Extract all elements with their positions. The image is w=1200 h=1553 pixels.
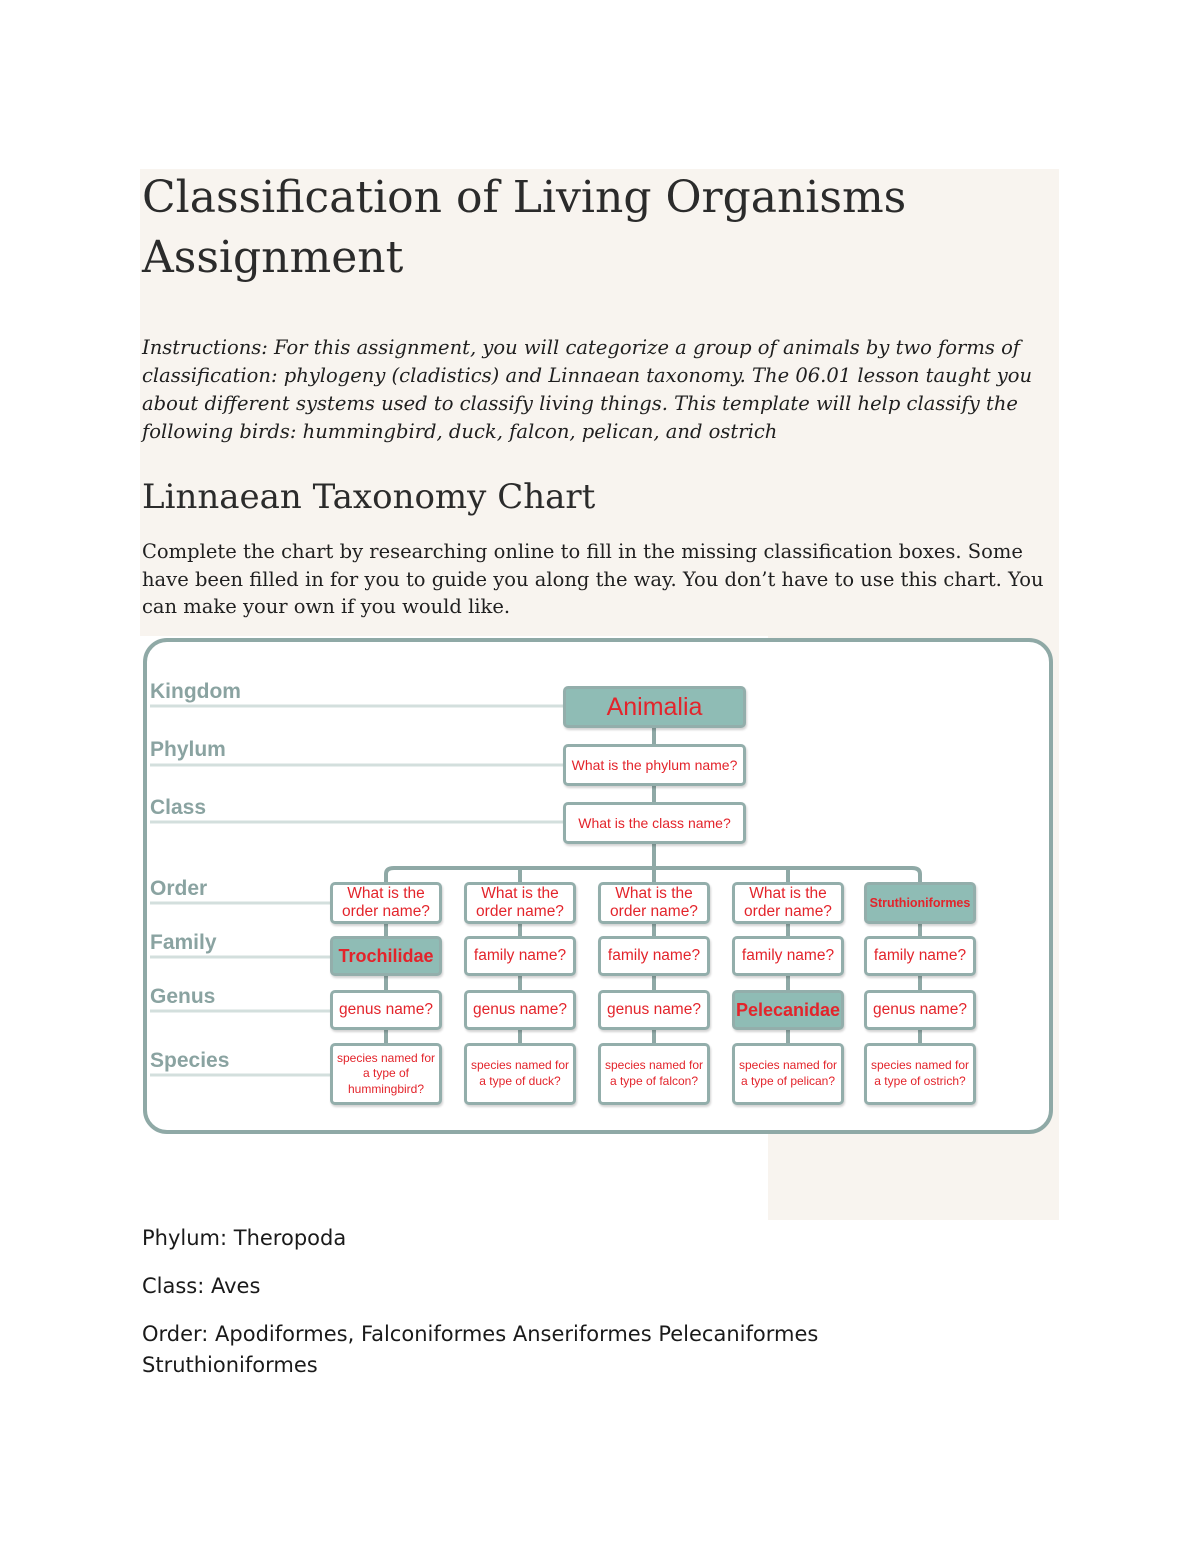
kingdom-box: Animalia	[563, 686, 746, 728]
col-3-order-box: What is the order name?	[598, 882, 710, 924]
rank-label-class: Class	[150, 796, 207, 819]
rank-label-phylum: Phylum	[150, 738, 226, 761]
answer-class: Class: Aves	[142, 1274, 261, 1298]
section-heading: Linnaean Taxonomy Chart	[142, 477, 596, 517]
col-4-species-box: species named for a type of pelican?	[732, 1043, 844, 1105]
rank-label-family: Family	[150, 931, 217, 954]
col-5-species-box: species named for a type of ostrich?	[864, 1043, 976, 1105]
phylum-box: What is the phylum name?	[563, 744, 746, 786]
rank-label-order: Order	[150, 877, 208, 900]
col-4-order-box: What is the order name?	[732, 882, 844, 924]
col-5-order-box: Struthioniformes	[864, 882, 976, 924]
col-2-family-box: family name?	[464, 936, 576, 976]
answer-order: Order: Apodiformes, Falconiformes Anseriformes Pelecaniformes Struthioniformes	[142, 1322, 819, 1377]
document-title: Classification of Living Organisms Assignment	[142, 172, 907, 283]
col-1-family-box: Trochilidae	[330, 936, 442, 976]
col-5-family-box: family name?	[864, 936, 976, 976]
col-3-species-box: species named for a type of falcon?	[598, 1043, 710, 1105]
col-2-species-box: species named for a type of duck?	[464, 1043, 576, 1105]
class-box: What is the class name?	[563, 802, 746, 844]
col-1-species-box: species named for a type of hummingbird?	[330, 1043, 442, 1105]
col-4-genus-box: Pelecanidae	[732, 990, 844, 1030]
col-1-order-box: What is the order name?	[330, 882, 442, 924]
col-2-genus-box: genus name?	[464, 990, 576, 1030]
answer-phylum: Phylum: Theropoda	[142, 1226, 347, 1250]
col-1-genus-box: genus name?	[330, 990, 442, 1030]
rank-label-kingdom: Kingdom	[150, 680, 241, 703]
section-body: Complete the chart by researching online to fill in the missing classification boxes. Some have been filled in for you to guide you along the way. You don’t have to use this chart. You can make your own if you would like.	[142, 540, 1044, 618]
col-5-genus-box: genus name?	[864, 990, 976, 1030]
col-3-family-box: family name?	[598, 936, 710, 976]
instructions-text: Instructions: For this assignment, you will categorize a group of animals by two forms of classification: phylogeny (cladistics) and Linnaean taxonomy. The 06.01 lesson taught you about different systems used to classify living things. This template will help classify the following birds: hummingbird, duck, falcon, pelican, and ostrich	[142, 336, 1033, 443]
rank-label-species: Species	[150, 1049, 230, 1072]
col-2-order-box: What is the order name?	[464, 882, 576, 924]
col-4-family-box: family name?	[732, 936, 844, 976]
col-3-genus-box: genus name?	[598, 990, 710, 1030]
rank-label-genus: Genus	[150, 985, 216, 1008]
